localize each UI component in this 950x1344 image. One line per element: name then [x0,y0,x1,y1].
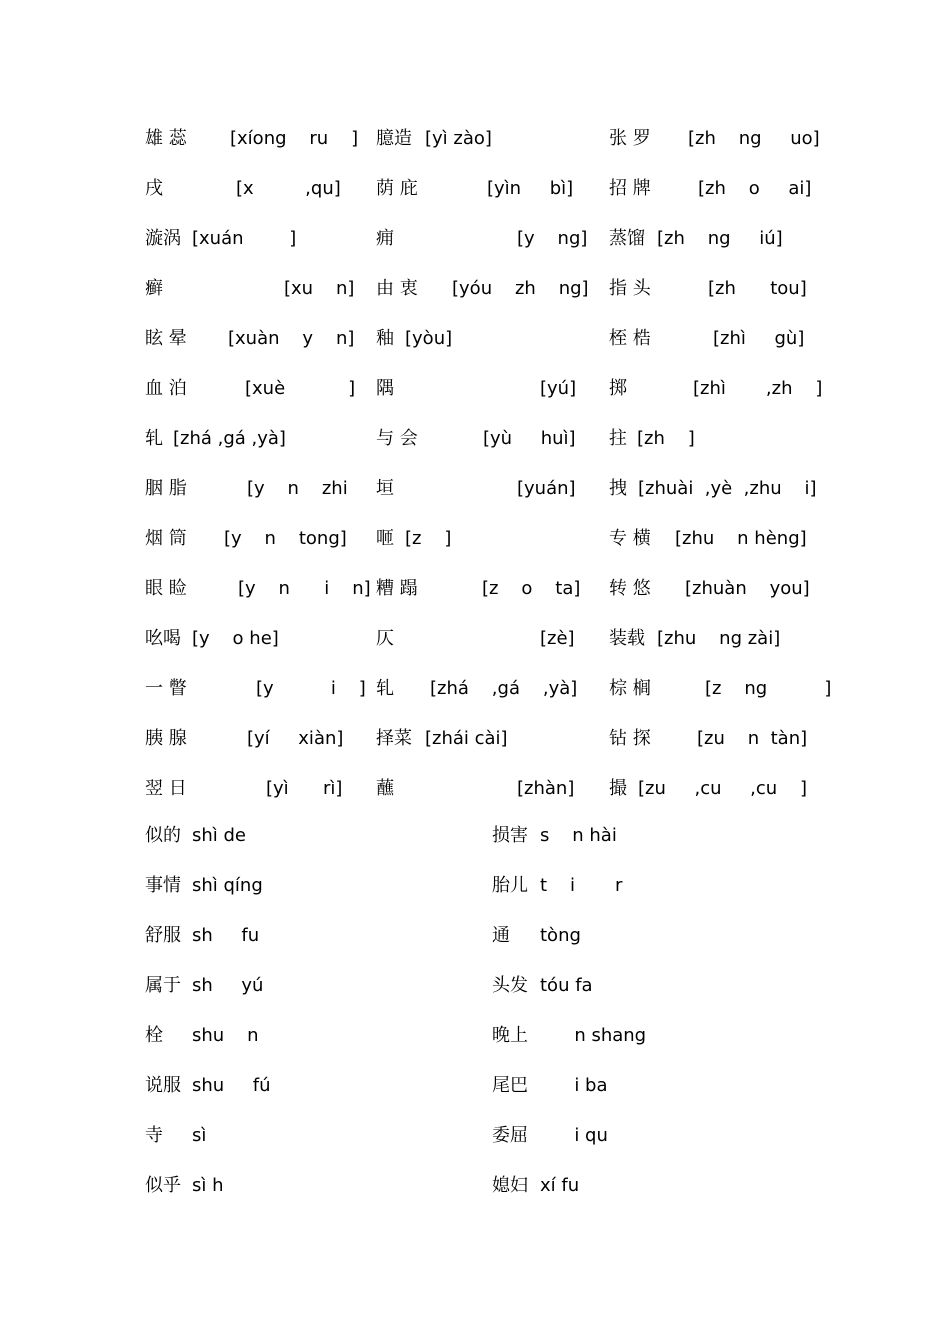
pinyin: [zh ng uo] [688,128,820,149]
pinyin: [zhì ,zh ] [693,378,823,399]
word: 由 衷 [376,278,418,299]
word: 仄 [376,628,394,649]
word: 转 悠 [609,578,651,599]
pinyin: [z ] [405,528,452,549]
word: 舒服 [145,925,181,946]
pinyin: [zh ] [637,428,695,449]
word: 钻 探 [609,728,651,749]
pinyin: [xíong ru ] [230,128,359,149]
pinyin: [y i ] [256,678,366,699]
pinyin: [zh tou] [708,278,807,299]
word: 臆造 [376,128,412,149]
word: 蒸馏 [609,228,645,249]
word: 痈 [376,228,394,249]
pinyin: [x ,qu] [236,178,341,199]
list-row [0,524,950,554]
pinyin: [zhì gù] [713,328,805,349]
pinyin: [zè] [540,628,575,649]
word: 吆喝 [145,628,181,649]
pinyin: [y n tong] [224,528,347,549]
word: 媳妇 [492,1175,528,1196]
pinyin: [zhu ng zài] [657,628,781,649]
pinyin: sì [192,1125,207,1146]
pinyin: shì qíng [192,875,263,896]
pinyin: shì de [192,825,247,846]
word: 糟 蹋 [376,578,418,599]
pinyin: [yóu zh ng] [452,278,589,299]
list-row [0,424,950,454]
list-row [0,1021,950,1051]
word: 栓 [145,1025,163,1046]
word: 拽 [609,478,627,499]
pinyin: sh fu [192,925,260,946]
pinyin: i ba [540,1075,608,1096]
pinyin: [y n zhi [247,478,348,499]
list-row [0,174,950,204]
pinyin: [yì rì] [266,778,343,799]
pinyin: tóu fa [540,975,593,996]
list-row [0,324,950,354]
list-row [0,871,950,901]
pinyin: shu n [192,1025,259,1046]
word: 雄 蕊 [145,128,187,149]
word: 胰 腺 [145,728,187,749]
list-row [0,921,950,951]
list-row [0,474,950,504]
list-row [0,971,950,1001]
pinyin: sì h [192,1175,224,1196]
pinyin: [y n i n] [238,578,371,599]
pinyin: [z o ta] [482,578,581,599]
word: 掷 [609,378,627,399]
word: 似乎 [145,1175,181,1196]
word: 招 牌 [609,178,651,199]
pinyin: [yuán] [517,478,576,499]
word: 荫 庇 [376,178,418,199]
pinyin: i qu [540,1125,608,1146]
pinyin: [xuán ] [192,228,297,249]
pinyin: [y o he] [192,628,279,649]
pinyin: [xu n] [284,278,355,299]
pinyin: [yú] [540,378,577,399]
pinyin: t i r [540,875,623,896]
pinyin: tòng [540,925,581,946]
word: 癣 [145,278,163,299]
list-row [0,374,950,404]
word: 似的 [145,825,181,846]
word: 指 头 [609,278,651,299]
word: 轧 [376,678,394,699]
word: 胭 脂 [145,478,187,499]
word: 事情 [145,875,181,896]
word: 拄 [609,428,627,449]
word: 血 泊 [145,378,187,399]
word: 损害 [492,825,528,846]
pinyin: [zu n tàn] [697,728,808,749]
word: 与 会 [376,428,418,449]
word: 专 横 [609,528,651,549]
word: 轧 [145,428,163,449]
pinyin: [zh o ai] [698,178,812,199]
pinyin: [xuè ] [245,378,356,399]
word: 垣 [376,478,394,499]
pinyin: [yòu] [405,328,453,349]
pinyin: [y ng] [517,228,588,249]
word: 咂 [376,528,394,549]
pinyin: [zh ng iú] [657,228,783,249]
word: 戌 [145,178,163,199]
word: 眼 睑 [145,578,187,599]
pinyin: [zhá ,gá ,yà] [173,428,286,449]
pinyin: [yìn bì] [487,178,574,199]
list-row [0,224,950,254]
list-row [0,1121,950,1151]
pinyin: xí fu [540,1175,580,1196]
pinyin: [zhá ,gá ,yà] [430,678,578,699]
word: 尾巴 [492,1075,528,1096]
pinyin: [yù huì] [483,428,576,449]
list-row [0,1071,950,1101]
word: 一 瞥 [145,678,187,699]
word: 胎儿 [492,875,528,896]
word: 撮 [609,778,627,799]
word: 釉 [376,328,394,349]
word: 说服 [145,1075,181,1096]
list-row [0,674,950,704]
pinyin: [zhu n hèng] [675,528,807,549]
pinyin: s n hài [540,825,617,846]
word: 张 罗 [609,128,651,149]
word: 漩涡 [145,228,181,249]
pinyin: [yí xiàn] [247,728,344,749]
word: 蘸 [376,778,394,799]
word: 眩 晕 [145,328,187,349]
list-row [0,274,950,304]
pinyin: [zu ,cu ,cu ] [638,778,808,799]
word: 委屈 [492,1125,528,1146]
list-row [0,124,950,154]
word: 隅 [376,378,394,399]
list-row [0,821,950,851]
pinyin: sh yú [192,975,264,996]
word: 择菜 [376,728,412,749]
pinyin: [zhái cài] [425,728,508,749]
word: 通 [492,925,510,946]
word: 翌 日 [145,778,187,799]
pinyin: [zhuàn you] [685,578,810,599]
word: 烟 筒 [145,528,187,549]
pinyin: n shang [540,1025,647,1046]
pinyin: [zhàn] [517,778,575,799]
word: 头发 [492,975,528,996]
word: 装载 [609,628,645,649]
list-row [0,774,950,804]
pinyin: [zhuài ,yè ,zhu i] [638,478,817,499]
list-row [0,574,950,604]
list-row [0,724,950,754]
word: 棕 榈 [609,678,651,699]
word: 桎 梏 [609,328,651,349]
word: 属于 [145,975,181,996]
word: 寺 [145,1125,163,1146]
word: 晚上 [492,1025,528,1046]
pinyin: [xuàn y n] [228,328,355,349]
pinyin: shu fú [192,1075,271,1096]
pinyin: [z ng ] [705,678,832,699]
pinyin: [yì zào] [425,128,492,149]
list-row [0,1171,950,1201]
list-row [0,624,950,654]
